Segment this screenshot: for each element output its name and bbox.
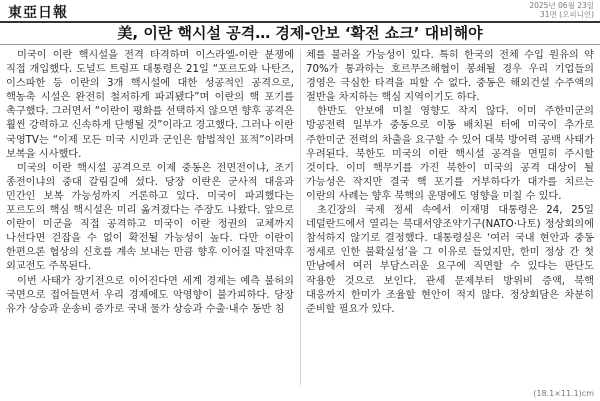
article-paragraph: 체를 불러올 가능성이 있다. 특히 한국의 전체 수입 원유의 약 70%가 통과하는 호르무즈해협이 봉쇄될 경우 우리 기업들의 경영은 극심한 타격을 피할 수 없다. 중동은 해외건설 수주액의 절반을 차지하는 핵심 지역이기도 하다. xyxy=(306,50,594,104)
publish-date: 2025년 06월 23일 xyxy=(529,1,594,10)
page-section: 31면 (오피니언) xyxy=(539,10,594,19)
article-paragraph: 미국의 이란 핵시설 공격으로 이제 중동은 전면전이냐, 조기 종전이냐의 중대 갈림길에 섰다. 당장 이란은 군사적 대응과 민간인 보복 가능성까지 거론하고 있다. 미국이 파괴했다는 포르도의 핵심 핵시설은 미리 옮겨졌다는 주장도 나왔다. 앞으로 이란이 미군을 직접 공격하고 미국이 이란 정권의 교체까지 나선다면 걷잡을 수 없이 확전될 가능성이 높다. 다만 이란이 한편으론 협상의 신호를 계속 보내는 만큼 향후 이어질 막전막후 외교전도 주목된다. xyxy=(6,162,294,273)
article-paragraph: 초긴장의 국제 정세 속에서 이재명 대통령은 24, 25일 네덜란드에서 열리는 북대서양조약기구(NATO·나토) 정상회의에 참석하지 않기로 결정했다. 대통령실은 ‘여러 국내 현안과 중동 정세로 인한 불확실성’을 그 이유로 들었지만, 한미 정상 간 첫 만남에서 여러 부담스러운 요구에 직면할 수 있다는 판단도 작용한 것으로 보인다. 관세 문제부터 방위비 증액, 북핵 대응까지 한미가 조율할 현안이 적지 않다. 정상회담은 차분히 준비할 필요가 있다. xyxy=(306,205,594,315)
masthead xyxy=(0,0,600,20)
article-paragraph: 미국이 이란 핵시설을 전격 타격하며 이스라엘-이란 분쟁에 직접 개입했다. 도널드 트럼프 대통령은 21일 “포르도와 나탄즈, 이스파한 등 이란의 3개 핵시설에 대한 성공적인 공격으로, 핵농축 시설은 완전히 철저하게 파괴됐다”며 이란의 핵 포기를 촉구했다. 그러면서 “이란이 평화를 선택하지 않으면 향후 공격은 훨씬 강력하고 신속하게 단행될 것”이라고 경고했다. 그러나 이란 국영TV는 “이제 모든 미국 시민과 군인은 합법적인 표적”이라며 보복을 시사했다. xyxy=(6,50,294,160)
article-paragraph: 이번 사태가 장기전으로 이어진다면 세계 경제는 예측 불허의 국면으로 접어들면서 우리 경제에도 악영향이 불가피하다. 당장 유가 상승과 운송비 증가로 국내 물가 상승과 수출·내수 동반 침 xyxy=(6,275,294,315)
newspaper-logo[interactable]: 東亞日報 xyxy=(8,5,68,21)
article-column-left xyxy=(6,49,294,385)
dateline xyxy=(529,1,594,19)
editorial-headline: 美, 이란 핵시설 공격… 경제-안보 ‘확전 쇼크’ 대비해야 xyxy=(117,24,483,42)
clipping-size-note: (18.1×11.1)cm xyxy=(533,389,594,398)
article-paragraph: 한반도 안보에 미칠 영향도 작지 않다. 이미 주한미군의 방공전력 일부가 중동으로 이동 배치된 터에 미국이 추가로 주한미군 전력의 차출을 요구할 수 있어 대북 방어력 공백 사태가 우려된다. 북한도 미국의 이란 핵시설 공격을 면밀히 주시할 것이다. 이미 핵무기를 가진 북한이 미국의 공격 대상이 될 가능성은 작지만 결국 핵 포기를 거부하다가 대가를 치르는 이란의 사례는 향후 북핵의 운명에도 영향을 미칠 수 있다. xyxy=(306,106,594,202)
headline-bar xyxy=(0,21,600,45)
article-column-right xyxy=(306,49,594,385)
article-body xyxy=(6,49,594,385)
column-divider xyxy=(300,49,301,385)
